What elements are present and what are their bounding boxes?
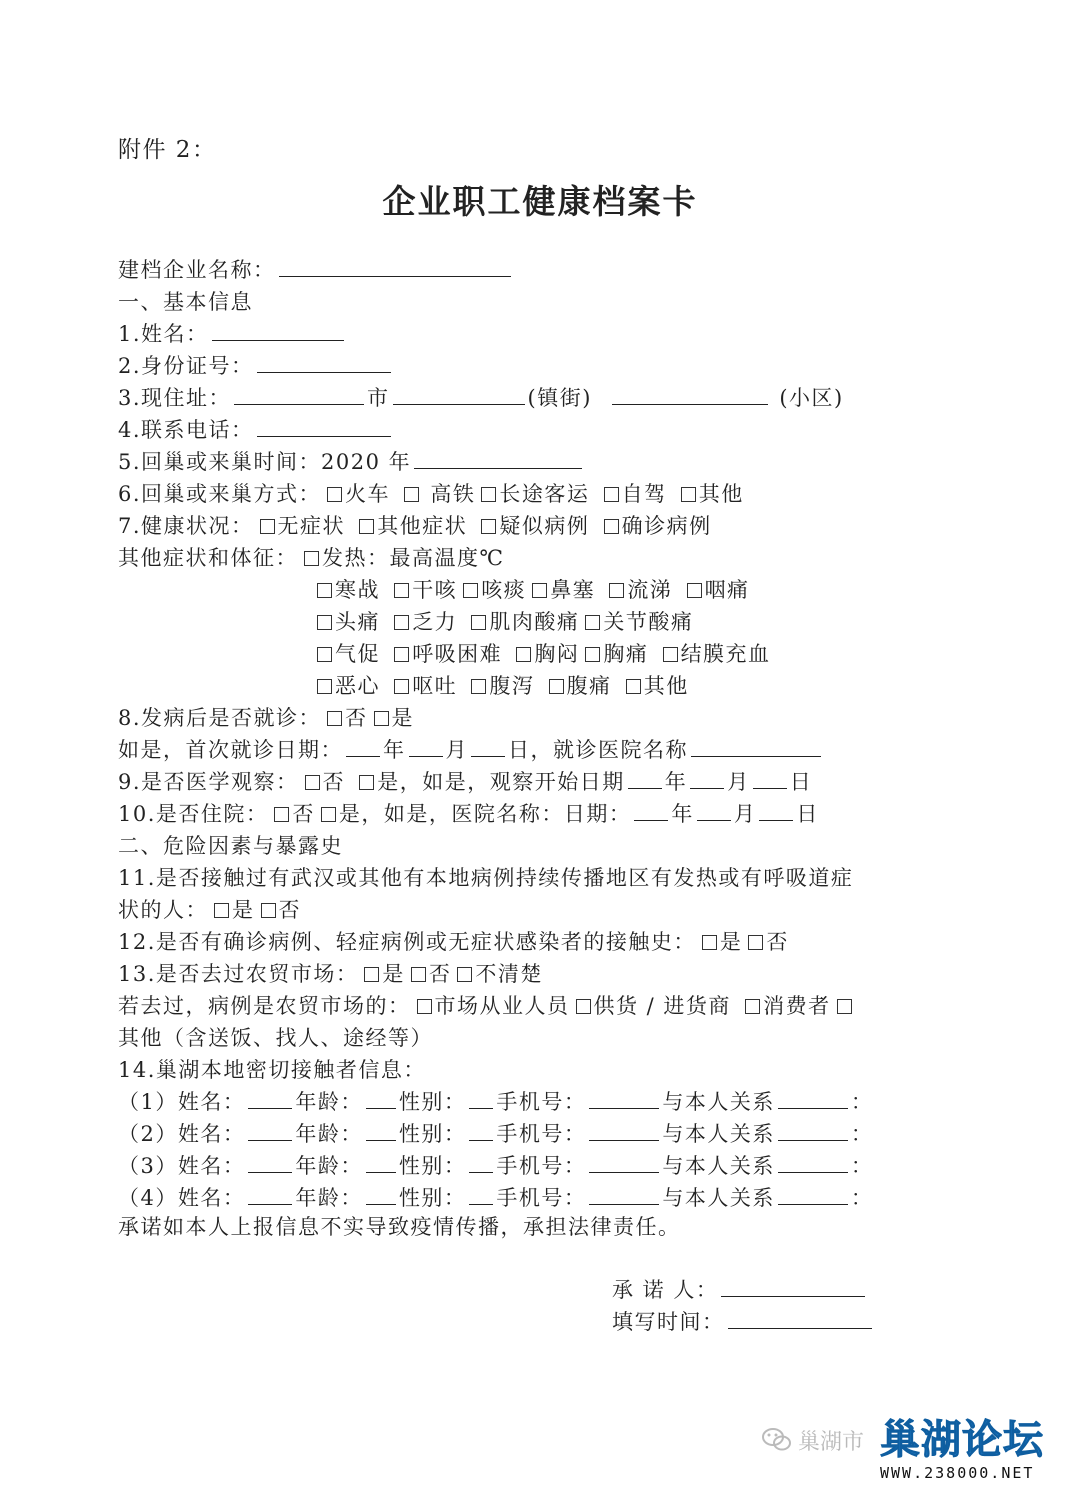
checkbox-bus[interactable] bbox=[481, 487, 496, 502]
close-contacts-heading: 14.巢湖本地密切接触者信息： bbox=[118, 1058, 426, 1082]
id-number-row bbox=[118, 353, 394, 379]
checkbox-sore-throat[interactable] bbox=[687, 583, 702, 598]
option-case-yes: 是 bbox=[719, 930, 743, 954]
id-blank[interactable] bbox=[257, 353, 391, 373]
contact-row bbox=[118, 1153, 873, 1179]
observe-day-blank[interactable] bbox=[753, 769, 787, 789]
contact-name-label: 姓名： bbox=[177, 1154, 246, 1178]
checkbox-sputum[interactable] bbox=[463, 583, 478, 598]
contact-index: （3） bbox=[118, 1154, 178, 1178]
contact-sex-blank[interactable] bbox=[469, 1153, 493, 1173]
contact-name-blank[interactable] bbox=[248, 1089, 292, 1109]
market-row bbox=[118, 961, 543, 987]
contact-age-blank[interactable] bbox=[366, 1185, 396, 1205]
checkbox-conjunctival[interactable] bbox=[663, 647, 678, 662]
visit-row bbox=[118, 705, 414, 731]
hospitalized-row bbox=[118, 801, 819, 827]
option-muscle: 肌肉酸痛 bbox=[489, 610, 580, 634]
contact-age-label: 年龄： bbox=[295, 1090, 363, 1114]
option-chills: 寒战 bbox=[335, 578, 380, 602]
option-chest-pain: 胸痛 bbox=[603, 642, 649, 666]
contact-sex-label: 性别： bbox=[398, 1154, 467, 1178]
travel-mode-label: 6.回巢或来巢方式： bbox=[118, 482, 322, 506]
return-time-row bbox=[118, 449, 585, 475]
option-nasal: 鼻塞 bbox=[550, 578, 596, 602]
checkbox-fatigue[interactable] bbox=[394, 615, 409, 630]
logo-url: WWW.238000.NET bbox=[880, 1464, 1035, 1482]
option-hosp-yes: 是，如是，医院名称：日期： bbox=[338, 802, 632, 826]
address-community-blank[interactable] bbox=[612, 385, 768, 405]
observe-month-blank[interactable] bbox=[690, 769, 724, 789]
visit-date-row bbox=[118, 737, 824, 763]
contact-end: ： bbox=[850, 1122, 874, 1146]
checkbox-diarrhea[interactable] bbox=[471, 679, 486, 694]
hosp-year-label: 年 bbox=[671, 802, 694, 826]
checkbox-joint[interactable] bbox=[585, 615, 600, 630]
phone-row bbox=[118, 417, 394, 443]
checkbox-train[interactable] bbox=[327, 487, 342, 502]
hosp-month-label: 月 bbox=[733, 802, 757, 826]
option-supplier: 供货 / 进货商 bbox=[593, 994, 731, 1018]
checkbox-chest-tight[interactable] bbox=[516, 647, 531, 662]
option-consumer: 消费者 bbox=[763, 994, 831, 1018]
contact-sex-blank[interactable] bbox=[469, 1185, 493, 1205]
option-abdominal: 腹痛 bbox=[566, 674, 612, 698]
contact-sex-blank[interactable] bbox=[469, 1121, 493, 1141]
option-market-unsure: 不清楚 bbox=[475, 962, 543, 986]
checkbox-supplier[interactable] bbox=[576, 999, 591, 1014]
option-highspeed: 高铁 bbox=[430, 482, 476, 506]
address-label: 3.现住址： bbox=[118, 386, 232, 410]
contact-phone-blank[interactable] bbox=[589, 1089, 659, 1109]
contact-sex-blank[interactable] bbox=[469, 1089, 493, 1109]
checkbox-runny-nose[interactable] bbox=[609, 583, 624, 598]
option-observe-no: 否 bbox=[322, 770, 346, 794]
address-city-blank[interactable] bbox=[234, 385, 364, 405]
name-blank[interactable] bbox=[212, 321, 344, 341]
checkbox-visit-yes[interactable] bbox=[374, 711, 389, 726]
option-nausea: 恶心 bbox=[335, 674, 380, 698]
contact-end: ： bbox=[850, 1090, 874, 1114]
observe-month-label: 月 bbox=[727, 770, 750, 794]
health-status-row bbox=[118, 513, 712, 539]
market-label: 13.是否去过农贸市场： bbox=[118, 962, 359, 986]
contact-phone-blank[interactable] bbox=[589, 1153, 659, 1173]
checkbox-case-yes[interactable] bbox=[702, 935, 717, 950]
contact-phone-blank[interactable] bbox=[589, 1121, 659, 1141]
fill-time-label: 填写时间： bbox=[612, 1310, 725, 1334]
company-label: 建档企业名称： bbox=[118, 258, 276, 282]
hosp-day-blank[interactable] bbox=[759, 801, 793, 821]
contact-relation-label: 与本人关系 bbox=[662, 1122, 775, 1146]
option-conjunctival: 结膜充血 bbox=[680, 642, 771, 666]
observe-year-label: 年 bbox=[664, 770, 688, 794]
option-confirmed: 确诊病例 bbox=[621, 514, 712, 538]
checkbox-shortness[interactable] bbox=[317, 647, 332, 662]
visit-year-label: 年 bbox=[383, 738, 406, 762]
checkbox-chest-pain[interactable] bbox=[585, 647, 600, 662]
option-sore-throat: 咽痛 bbox=[704, 578, 750, 602]
contact-name-label: 姓名： bbox=[177, 1122, 246, 1146]
contact-index: （4） bbox=[118, 1186, 178, 1210]
option-market-yes: 是 bbox=[382, 962, 405, 986]
contact-row bbox=[118, 1089, 873, 1115]
contact-phone-label: 手机号： bbox=[496, 1186, 587, 1210]
contact-row bbox=[118, 1185, 873, 1211]
contact-name-blank[interactable] bbox=[248, 1185, 292, 1205]
address-city-label: 市 bbox=[367, 386, 390, 410]
section-basic-info: 一、基本信息 bbox=[118, 290, 253, 314]
checkbox-symptom-other[interactable] bbox=[626, 679, 641, 694]
contact-sex-label: 性别： bbox=[398, 1186, 467, 1210]
contact-wuhan-label: 状的人： bbox=[118, 898, 208, 922]
option-dry-cough: 干咳 bbox=[412, 578, 458, 602]
option-shortness: 气促 bbox=[335, 642, 380, 666]
checkbox-hosp-no[interactable] bbox=[274, 807, 289, 822]
checkbox-consumer[interactable] bbox=[745, 999, 760, 1014]
observation-label: 9.是否医学观察： bbox=[118, 770, 299, 794]
contact-name-blank[interactable] bbox=[248, 1153, 292, 1173]
option-observe-yes: 是，如是，观察开始日期 bbox=[377, 770, 625, 794]
option-visit-yes: 是 bbox=[391, 706, 415, 730]
attachment-label: 附件 2： bbox=[118, 137, 217, 163]
wechat-watermark bbox=[762, 1425, 864, 1459]
phone-blank[interactable] bbox=[257, 417, 391, 437]
checkbox-wuhan-no[interactable] bbox=[261, 903, 276, 918]
contact-name-blank[interactable] bbox=[248, 1121, 292, 1141]
option-chest-tight: 胸闷 bbox=[534, 642, 580, 666]
visit-day-label: 日 bbox=[508, 738, 531, 762]
contact-phone-blank[interactable] bbox=[589, 1185, 659, 1205]
checkbox-nasal[interactable] bbox=[532, 583, 547, 598]
contact-relation-label: 与本人关系 bbox=[662, 1154, 775, 1178]
travel-mode-row bbox=[118, 481, 744, 507]
checkbox-abdominal[interactable] bbox=[549, 679, 564, 694]
fill-time-blank[interactable] bbox=[728, 1309, 872, 1329]
symptoms-label: 其他症状和体征： bbox=[118, 546, 298, 570]
checkbox-market-unsure[interactable] bbox=[457, 967, 472, 982]
visit-day-blank[interactable] bbox=[471, 737, 505, 757]
option-bus: 长途客运 bbox=[499, 482, 590, 506]
option-symptom-other: 其他 bbox=[643, 674, 689, 698]
option-runny-nose: 流涕 bbox=[627, 578, 673, 602]
return-time-label: 5.回巢或来巢时间：2020 年 bbox=[118, 450, 412, 474]
option-headache: 头痛 bbox=[335, 610, 380, 634]
address-town-blank[interactable] bbox=[393, 385, 525, 405]
contact-phone-label: 手机号： bbox=[496, 1154, 587, 1178]
checkbox-suspected[interactable] bbox=[481, 519, 496, 534]
contact-sex-label: 性别： bbox=[398, 1122, 467, 1146]
market-role-label: 若去过，病例是农贸市场的： bbox=[118, 994, 411, 1018]
checkbox-wuhan-yes[interactable] bbox=[214, 903, 229, 918]
symptoms-row-5 bbox=[311, 673, 689, 699]
contact-age-blank[interactable] bbox=[366, 1153, 396, 1173]
signer-row bbox=[612, 1277, 868, 1303]
contact-wuhan-line1: 11.是否接触过有武汉或其他有本地病例持续传播地区有发热或有呼吸道症 bbox=[118, 866, 854, 890]
contact-age-label: 年龄： bbox=[295, 1186, 363, 1210]
symptoms-row-1 bbox=[118, 545, 505, 571]
phone-label: 4.联系电话： bbox=[118, 418, 254, 442]
option-hosp-no: 否 bbox=[292, 802, 315, 826]
contact-end: ： bbox=[850, 1186, 874, 1210]
option-fever: 发热：最高温度℃ bbox=[322, 546, 505, 570]
checkbox-observe-yes[interactable] bbox=[359, 775, 374, 790]
fill-time-row bbox=[612, 1309, 875, 1335]
watermark-text: 巢湖市 bbox=[798, 1430, 865, 1455]
option-train: 火车 bbox=[345, 482, 391, 506]
checkbox-market-worker[interactable] bbox=[417, 999, 432, 1014]
visit-year-blank[interactable] bbox=[346, 737, 380, 757]
option-suspected: 疑似病例 bbox=[499, 514, 590, 538]
checkbox-nausea[interactable] bbox=[317, 679, 332, 694]
option-wuhan-no: 否 bbox=[278, 898, 301, 922]
checkbox-muscle[interactable] bbox=[471, 615, 486, 630]
company-name-row bbox=[118, 257, 514, 283]
option-breathing: 呼吸困难 bbox=[412, 642, 503, 666]
checkbox-confirmed[interactable] bbox=[604, 519, 619, 534]
option-joint: 关节酸痛 bbox=[603, 610, 694, 634]
option-wuhan-yes: 是 bbox=[232, 898, 255, 922]
checkbox-market-yes[interactable] bbox=[364, 967, 379, 982]
contact-age-label: 年龄： bbox=[295, 1154, 363, 1178]
checkbox-observe-no[interactable] bbox=[305, 775, 320, 790]
option-visit-no: 否 bbox=[345, 706, 368, 730]
wechat-icon bbox=[762, 1427, 792, 1459]
checkbox-hosp-yes[interactable] bbox=[321, 807, 336, 822]
contact-sex-label: 性别： bbox=[398, 1090, 467, 1114]
hosp-year-blank[interactable] bbox=[634, 801, 668, 821]
signer-blank[interactable] bbox=[721, 1277, 865, 1297]
contact-relation-label: 与本人关系 bbox=[662, 1090, 775, 1114]
checkbox-travel-other[interactable] bbox=[681, 487, 696, 502]
symptoms-row-4 bbox=[311, 641, 771, 667]
observe-year-blank[interactable] bbox=[628, 769, 662, 789]
address-town-label: (镇街) bbox=[527, 386, 592, 410]
pledge-text: 承诺如本人上报信息不实导致疫情传播，承担法律责任。 bbox=[118, 1215, 681, 1239]
checkbox-chills[interactable] bbox=[317, 583, 332, 598]
option-market-no: 否 bbox=[428, 962, 452, 986]
checkbox-market-other[interactable] bbox=[837, 999, 852, 1014]
address-community-label: (小区) bbox=[779, 386, 844, 410]
contact-relation-blank[interactable] bbox=[778, 1185, 848, 1205]
checkbox-breathing[interactable] bbox=[394, 647, 409, 662]
symptoms-row-3 bbox=[311, 609, 693, 635]
symptoms-row-2 bbox=[311, 577, 750, 603]
checkbox-fever[interactable] bbox=[304, 551, 319, 566]
option-selfdrive: 自驾 bbox=[621, 482, 667, 506]
checkbox-visit-no[interactable] bbox=[327, 711, 342, 726]
contact-phone-label: 手机号： bbox=[496, 1122, 587, 1146]
checkbox-vomit[interactable] bbox=[394, 679, 409, 694]
hospitalized-label: 10.是否住院： bbox=[118, 802, 269, 826]
checkbox-dry-cough[interactable] bbox=[394, 583, 409, 598]
name-label: 1.姓名： bbox=[118, 322, 209, 346]
contact-case-label: 12.是否有确诊病例、轻症病例或无症状感染者的接触史： bbox=[118, 930, 696, 954]
market-role-row bbox=[118, 993, 855, 1019]
contact-name-label: 姓名： bbox=[177, 1186, 246, 1210]
visit-label: 8.发病后是否就诊： bbox=[118, 706, 322, 730]
contact-relation-blank[interactable] bbox=[778, 1089, 848, 1109]
hosp-month-blank[interactable] bbox=[697, 801, 731, 821]
contact-index: （2） bbox=[118, 1122, 178, 1146]
company-blank[interactable] bbox=[279, 257, 511, 277]
contact-end: ： bbox=[850, 1154, 874, 1178]
visit-hospital-label: ，就诊医院名称 bbox=[530, 738, 688, 762]
observation-row bbox=[118, 769, 812, 795]
contact-name-label: 姓名： bbox=[177, 1090, 246, 1114]
visit-date-label: 如是，首次就诊日期： bbox=[118, 738, 343, 762]
option-fatigue: 乏力 bbox=[412, 610, 458, 634]
market-other-line: 其他（含送饭、找人、途经等） bbox=[118, 1026, 433, 1050]
checkbox-highspeed[interactable] bbox=[404, 487, 419, 502]
hosp-day-label: 日 bbox=[796, 802, 819, 826]
return-time-blank[interactable] bbox=[414, 449, 582, 469]
health-status-label: 7.健康状况： bbox=[118, 514, 254, 538]
visit-hospital-blank[interactable] bbox=[691, 737, 821, 757]
option-diarrhea: 腹泻 bbox=[489, 674, 535, 698]
contact-relation-label: 与本人关系 bbox=[662, 1186, 775, 1210]
address-row bbox=[118, 385, 844, 411]
contact-relation-blank[interactable] bbox=[778, 1153, 848, 1173]
checkbox-other-symptom[interactable] bbox=[359, 519, 374, 534]
observe-day-label: 日 bbox=[789, 770, 813, 794]
visit-month-blank[interactable] bbox=[409, 737, 443, 757]
option-other-symptom: 其他症状 bbox=[377, 514, 468, 538]
contact-age-blank[interactable] bbox=[366, 1121, 396, 1141]
section-risk: 二、危险因素与暴露史 bbox=[118, 834, 343, 858]
document-title: 企业职工健康档案卡 bbox=[382, 182, 698, 221]
contact-row bbox=[118, 1121, 873, 1147]
option-case-no: 否 bbox=[766, 930, 789, 954]
checkbox-asymptomatic[interactable] bbox=[260, 519, 275, 534]
id-label: 2.身份证号： bbox=[118, 354, 254, 378]
option-asymptomatic: 无症状 bbox=[277, 514, 346, 538]
contact-index: （1） bbox=[118, 1090, 178, 1114]
option-sputum: 咳痰 bbox=[481, 578, 527, 602]
contact-age-blank[interactable] bbox=[366, 1089, 396, 1109]
contact-wuhan-row bbox=[118, 897, 301, 923]
option-vomit: 呕吐 bbox=[412, 674, 458, 698]
contact-relation-blank[interactable] bbox=[778, 1121, 848, 1141]
checkbox-market-no[interactable] bbox=[411, 967, 426, 982]
visit-month-label: 月 bbox=[445, 738, 468, 762]
checkbox-selfdrive[interactable] bbox=[604, 487, 619, 502]
contact-age-label: 年龄： bbox=[295, 1122, 363, 1146]
contact-case-row bbox=[118, 929, 789, 955]
logo-text: 巢湖论坛 bbox=[880, 1417, 1044, 1463]
signer-label: 承 诺 人： bbox=[612, 1278, 719, 1302]
contact-phone-label: 手机号： bbox=[496, 1090, 587, 1114]
checkbox-headache[interactable] bbox=[317, 615, 332, 630]
option-travel-other: 其他 bbox=[698, 482, 744, 506]
site-logo bbox=[880, 1418, 1070, 1482]
name-row bbox=[118, 321, 347, 347]
option-market-worker: 市场从业人员 bbox=[434, 994, 570, 1018]
checkbox-case-no[interactable] bbox=[748, 935, 763, 950]
